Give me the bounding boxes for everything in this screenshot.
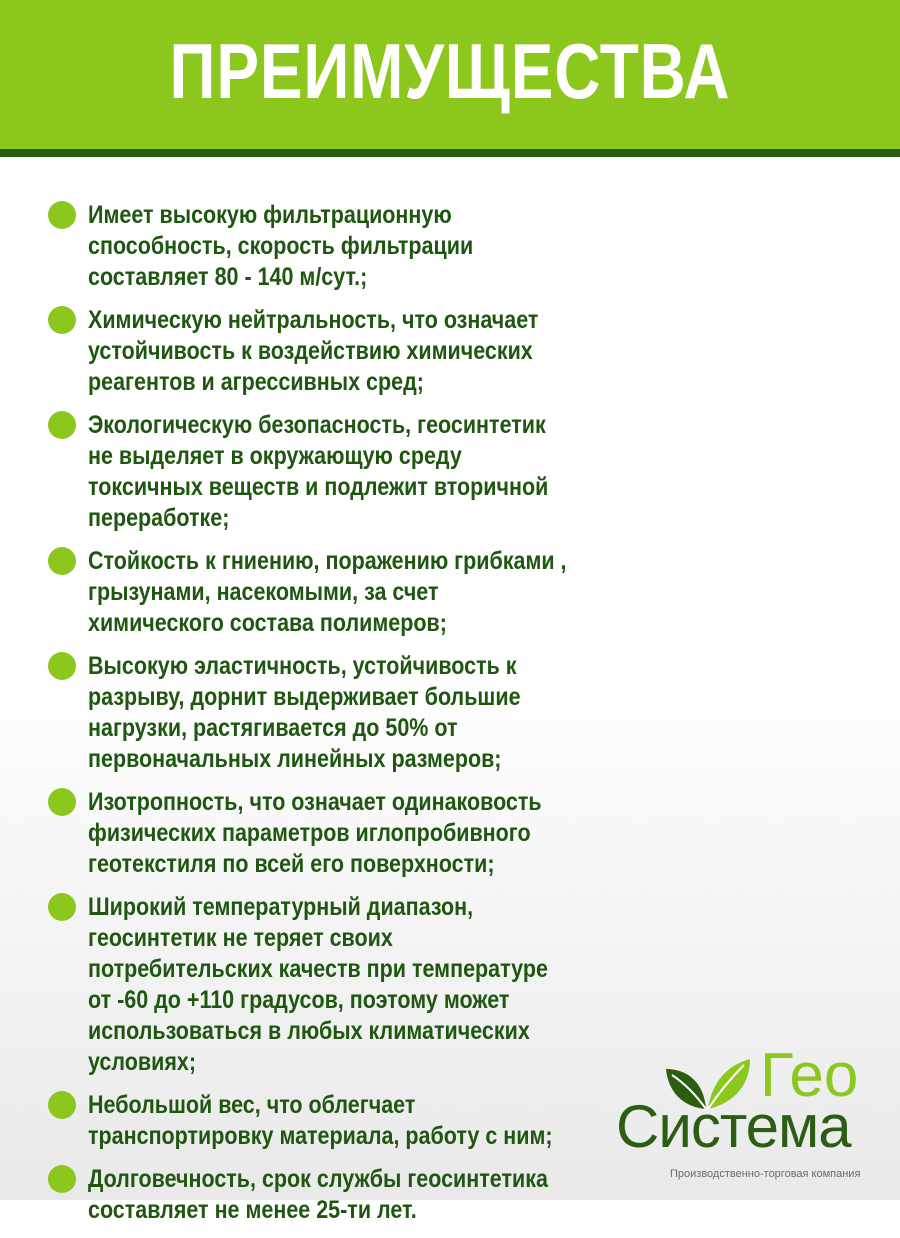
list-item: [48, 892, 648, 1078]
page-title: ПРЕИМУЩЕСТВА: [169, 27, 731, 115]
benefit-text: Химическую нейтральность, что означает устойчивость к воздействию химических реагентов и агрессивных сред;: [88, 306, 539, 396]
list-item: [48, 1164, 648, 1226]
list-item: [48, 546, 648, 639]
list-item: [48, 200, 648, 293]
benefit-text: Стойкость к гниению, поражению грибками , грызунами, насекомыми, за счет химического состава полимеров;: [88, 547, 567, 637]
bullet-dot-icon: [48, 652, 76, 680]
header-banner: [0, 0, 900, 157]
logo-word-geo: Гео: [760, 1041, 859, 1110]
benefit-text: Высокую эластичность, устойчивость к разрыву, дорнит выдерживает большие нагрузки, растягивается до 50% от первоначальных линейных размеров;: [88, 652, 521, 773]
benefit-text: Имеет высокую фильтрационную способность, скорость фильтрации составляет 80 - 140 м/сут.;: [88, 201, 474, 291]
logo-word-sistema: Система: [616, 1093, 851, 1160]
list-item: [48, 1090, 648, 1152]
benefit-text: Изотропность, что означает одинаковость физических параметров иглопробивного геотекстиля по всей его поверхности;: [88, 788, 542, 878]
list-item: [48, 410, 648, 534]
bullet-dot-icon: [48, 1165, 76, 1193]
benefit-text: Небольшой вес, что облегчает транспортировку материала, работу с ним;: [88, 1091, 553, 1150]
bullet-dot-icon: [48, 1091, 76, 1119]
bullet-dot-icon: [48, 893, 76, 921]
bullet-dot-icon: [48, 788, 76, 816]
benefit-text: Долговечность, срок службы геосинтетика составляет не менее 25-ти лет.: [88, 1165, 548, 1224]
benefits-list: [48, 200, 648, 1238]
bullet-dot-icon: [48, 411, 76, 439]
list-item: [48, 305, 648, 398]
benefit-text: Экологическую безопасность, геосинтетик не выделяет в окружающую среду токсичных веществ и подлежит вторичной переработке;: [88, 411, 549, 532]
list-item: [48, 651, 648, 775]
bullet-dot-icon: [48, 547, 76, 575]
bullet-dot-icon: [48, 201, 76, 229]
logo-tagline: Производственно-торговая компания: [670, 1168, 861, 1180]
bullet-dot-icon: [48, 306, 76, 334]
company-logo: [610, 1041, 870, 1185]
benefit-text: Широкий температурный диапазон, геосинтетик не теряет своих потребительских качеств при температуре от -60 до +110 градусов, поэтому может использоваться в любых климатических условиях;: [88, 893, 548, 1076]
list-item: [48, 787, 648, 880]
